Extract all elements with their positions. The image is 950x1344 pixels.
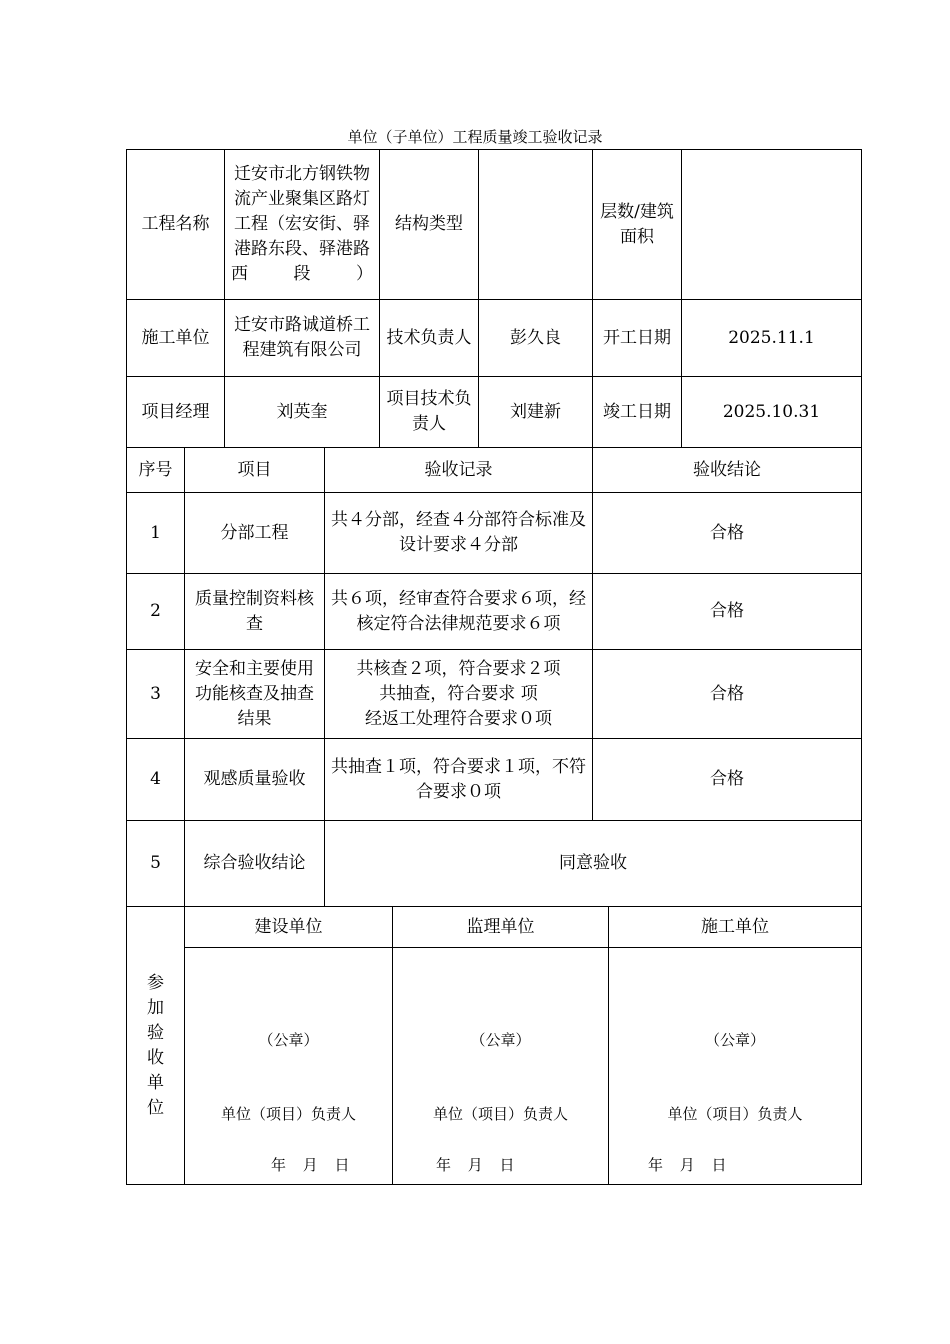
header-no: 序号	[127, 448, 185, 493]
project-tech-lead-value: 刘建新	[479, 377, 593, 448]
header-conclusion: 验收结论	[593, 448, 862, 493]
inspection-table	[126, 447, 862, 907]
row-conclusion: 合格	[593, 739, 862, 821]
structure-type-value	[479, 150, 593, 300]
row-no: 2	[127, 574, 185, 650]
responsible-text: 单位（项目）负责人	[432, 1105, 568, 1123]
row-conclusion: 合格	[593, 493, 862, 574]
row-item: 分部工程	[185, 493, 325, 574]
table-row	[127, 739, 862, 821]
seal-text: （公章）	[704, 1031, 765, 1049]
date-text: 年 月 日	[648, 1156, 733, 1174]
header-record: 验收记录	[325, 448, 593, 493]
row-conclusion: 合格	[593, 574, 862, 650]
table-row	[127, 650, 862, 739]
project-name-label: 工程名称	[127, 150, 225, 300]
responsible-text: 单位（项目）负责人	[667, 1105, 803, 1123]
project-info-row	[127, 150, 862, 300]
side-label-char: 加	[147, 997, 164, 1018]
row-record	[325, 650, 593, 739]
start-date-label: 开工日期	[593, 300, 682, 377]
date-text: 年 月 日	[271, 1156, 356, 1174]
record-line: 经返工处理符合要求０项	[365, 708, 552, 729]
project-info-table	[126, 149, 862, 448]
date-text: 年 月 日	[436, 1156, 521, 1174]
floors-area-value	[682, 150, 862, 300]
start-date-value: 2025.11.1	[682, 300, 862, 377]
row-item: 质量控制资料核查	[185, 574, 325, 650]
unit-sign-cell	[609, 948, 862, 1185]
project-name-value: 迁安市北方钢铁物流产业聚集区路灯工程（宏安街、驿港路东段、驿港路西段）	[225, 150, 380, 300]
record-line: 共抽查，符合要求 项	[379, 683, 538, 704]
pm-value: 刘英奎	[225, 377, 380, 448]
structure-type-label: 结构类型	[380, 150, 479, 300]
row-record: 共４分部，经查４分部符合标准及设计要求４分部	[325, 493, 593, 574]
side-label-char: 收	[147, 1047, 164, 1068]
record-line: 共核查２项，符合要求２项	[356, 658, 561, 679]
overall-conclusion: 同意验收	[325, 821, 862, 907]
manager-row	[127, 377, 862, 448]
row-item: 观感质量验收	[185, 739, 325, 821]
unit-sign-cell	[185, 948, 393, 1185]
seal-text: （公章）	[258, 1031, 319, 1049]
row-record: 共抽查１项，符合要求１项，不符合要求０项	[325, 739, 593, 821]
responsible-text: 单位（项目）负责人	[220, 1105, 356, 1123]
unit-name: 建设单位	[185, 907, 393, 948]
floors-area-label: 层数/建筑面积	[593, 150, 682, 300]
table-row	[127, 493, 862, 574]
row-no: 3	[127, 650, 185, 739]
side-label-char: 参	[147, 972, 164, 993]
contractor-value: 迁安市路诚道桥工程建筑有限公司	[225, 300, 380, 377]
side-label-char: 单	[147, 1072, 164, 1093]
completion-date-label: 竣工日期	[593, 377, 682, 448]
participants-table	[126, 906, 862, 1185]
page-title: 单位（子单位）工程质量竣工验收记录	[347, 128, 603, 146]
unit-name: 监理单位	[393, 907, 609, 948]
contractor-label: 施工单位	[127, 300, 225, 377]
unit-name: 施工单位	[609, 907, 862, 948]
table-row	[127, 574, 862, 650]
tech-lead-label: 技术负责人	[380, 300, 479, 377]
participants-sign-row	[127, 948, 862, 1185]
inspection-header-row	[127, 448, 862, 493]
row-conclusion: 合格	[593, 650, 862, 739]
seal-text: （公章）	[470, 1031, 531, 1049]
pm-label: 项目经理	[127, 377, 225, 448]
header-item: 项目	[185, 448, 325, 493]
participants-header-row	[127, 907, 862, 948]
project-tech-lead-label: 项目技术负责人	[380, 377, 479, 448]
side-label-char: 验	[147, 1022, 164, 1043]
row-record: 共６项，经审查符合要求６项，经核定符合法律规范要求６项	[325, 574, 593, 650]
participants-side-label	[127, 907, 185, 1185]
contractor-row	[127, 300, 862, 377]
row-item: 综合验收结论	[185, 821, 325, 907]
row-no: 5	[127, 821, 185, 907]
row-no: 1	[127, 493, 185, 574]
row-no: 4	[127, 739, 185, 821]
unit-sign-cell	[393, 948, 609, 1185]
row-item: 安全和主要使用功能核查及抽查结果	[185, 650, 325, 739]
side-label-char: 位	[147, 1097, 164, 1118]
completion-date-value: 2025.10.31	[682, 377, 862, 448]
table-row	[127, 821, 862, 907]
tech-lead-value: 彭久良	[479, 300, 593, 377]
